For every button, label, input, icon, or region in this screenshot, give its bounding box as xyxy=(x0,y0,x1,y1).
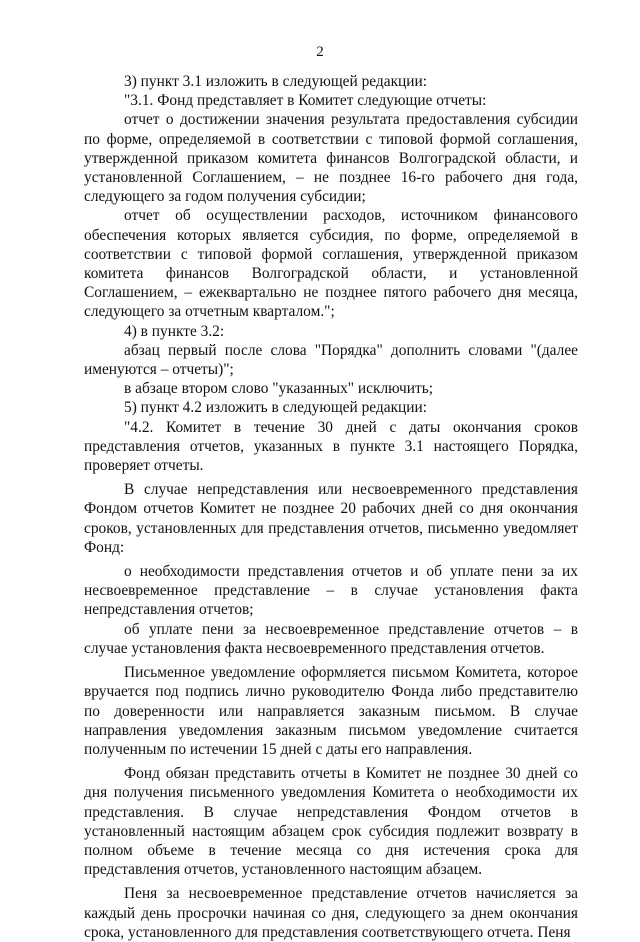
paragraph-abzac-first: абзац первый после слова "Порядка" дополнить словами "(далее именуются – отчеты)"; xyxy=(84,341,578,379)
paragraph-point-3-1: "3.1. Фонд представляет в Комитет следующие отчеты: xyxy=(124,92,487,110)
paragraph-penalty-late: об уплате пени за несвоевременное представление отчетов – в случае установления факта несвоевременного представления отчетов. xyxy=(84,620,578,657)
paragraph-point-4-2: "4.2. Комитет в течение 30 дней с даты окончания сроков представления отчетов, указанных в пункте 3.1 настоящего Порядка, проверяет отчеты. xyxy=(84,418,578,475)
document-body xyxy=(84,72,578,942)
paragraph-non-submission: В случае непредставления или несвоевременного представления Фондом отчетов Комитет не позднее 20 рабочих дней со дня окончания сроков, установленных для представления отчетов, письменно уведомляет Фонд: xyxy=(84,481,578,556)
paragraph-necessity: о необходимости представления отчетов и об уплате пени за их несвоевременное представление – в случае установления факта непредставления отчетов; xyxy=(84,563,578,619)
paragraph-item-5: 5) пункт 4.2 изложить в следующей редакции: xyxy=(124,399,428,417)
paragraph-item-3: 3) пункт 3.1 изложить в следующей редакции: xyxy=(124,73,428,90)
paragraph-penalty: Пеня за несвоевременное представление отчетов начисляется за каждый день просрочки начиная со дня, следующего за днем окончания срока, установленного для представления соответствующего отчета. Пеня xyxy=(84,885,578,941)
paragraph-report-expenses: отчет об осуществлении расходов, источником финансового обеспечения которых является субсидия, по форме, определяемой в соответствии с типовой формой соглашения, утвержденной приказом комитета финансов Волгоградской области, и установленной Соглашением, – ежеквартально не позднее пятого рабочего дня месяца, следующего за отчетным кварталом."; xyxy=(84,207,578,321)
paragraph-fund-obliged: Фонд обязан представить отчеты в Комитет не позднее 30 дней со дня получения письменного уведомления Комитета о необходимости их представления. В случае непредставления Фондом отчетов в установленный настоящим абзацем срок субсидия подлежит возврату в полном объеме в течение месяца со дня истечения срока для представления отчетов, установленного настоящим абзацем. xyxy=(84,765,578,879)
paragraph-report-result: отчет о достижении значения результата предоставления субсидии по форме, определяемой в соответствии с типовой формой соглашения, утвержденной приказом комитета финансов Волгоградской области, и установленной Соглашением, – не позднее 16-го рабочего дня года, следующего за годом получения субсидии; xyxy=(84,111,578,206)
paragraph-abzac-second: в абзаце втором слово "указанных" исключить; xyxy=(124,380,434,398)
page-number: 2 xyxy=(316,44,324,60)
paragraph-written-notice: Письменное уведомление оформляется письмом Комитета, которое вручается под подпись лично руководителю Фонда либо представителю по доверенности или направляется заказным письмом. В случае направления уведомления заказным письмом уведомление считается полученным по истечении 15 дней с даты его направления. xyxy=(84,664,578,758)
paragraph-item-4: 4) в пункте 3.2: xyxy=(124,322,225,340)
